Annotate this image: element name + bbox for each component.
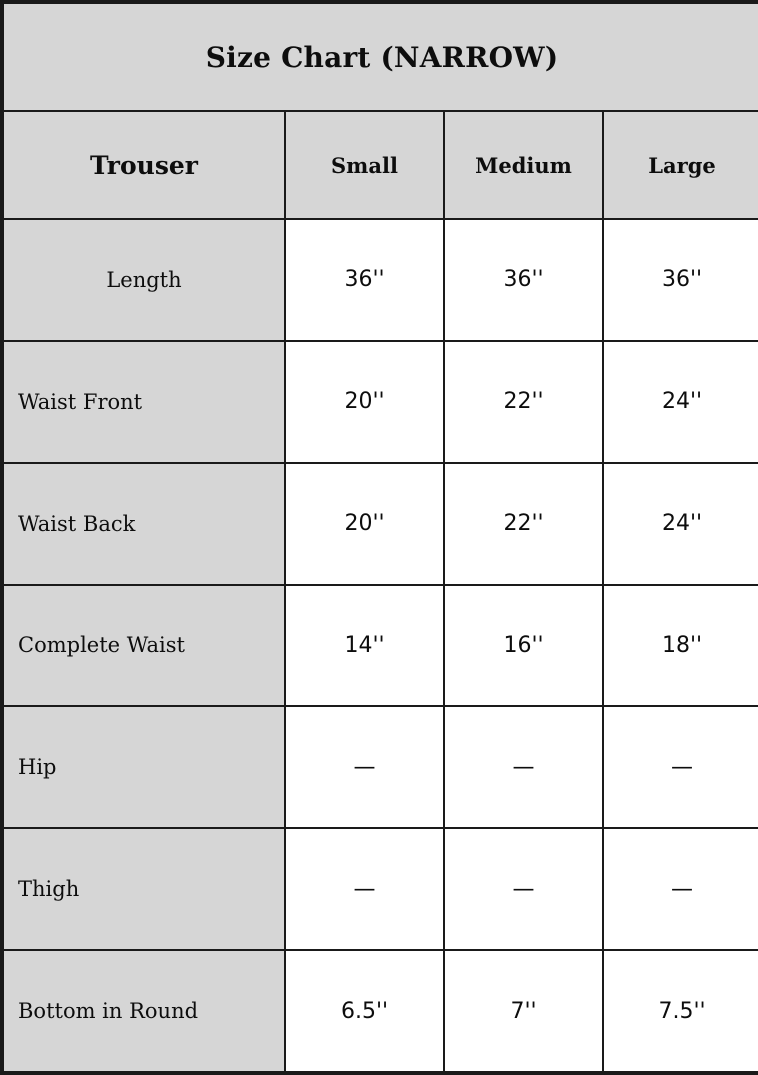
row-label-waist-back: Waist Back — [3, 463, 285, 585]
size-chart-table — [2, 2, 758, 1073]
column-header-small: Small — [285, 111, 444, 219]
row-label-bottom-in-round: Bottom in Round — [3, 950, 285, 1072]
table-row — [3, 463, 758, 585]
cell-waist-back-large: 24'' — [603, 463, 758, 585]
cell-waist-front-large: 24'' — [603, 341, 758, 463]
column-header-trouser: Trouser — [3, 111, 285, 219]
row-label-waist-front: Waist Front — [3, 341, 285, 463]
row-label-hip: Hip — [3, 706, 285, 828]
cell-complete-waist-small: 14'' — [285, 585, 444, 707]
cell-bottom-in-round-medium: 7'' — [444, 950, 603, 1072]
cell-waist-front-medium: 22'' — [444, 341, 603, 463]
table-row — [3, 706, 758, 828]
table-row — [3, 828, 758, 950]
cell-thigh-medium: — — [444, 828, 603, 950]
cell-hip-large: — — [603, 706, 758, 828]
table-row — [3, 585, 758, 707]
cell-waist-back-medium: 22'' — [444, 463, 603, 585]
cell-waist-front-small: 20'' — [285, 341, 444, 463]
cell-waist-back-small: 20'' — [285, 463, 444, 585]
table-row — [3, 219, 758, 341]
chart-title: Size Chart (NARROW) — [3, 3, 758, 111]
column-header-large: Large — [603, 111, 758, 219]
cell-bottom-in-round-small: 6.5'' — [285, 950, 444, 1072]
table-row — [3, 950, 758, 1072]
row-label-length: Length — [3, 219, 285, 341]
cell-thigh-small: — — [285, 828, 444, 950]
cell-thigh-large: — — [603, 828, 758, 950]
cell-length-small: 36'' — [285, 219, 444, 341]
cell-bottom-in-round-large: 7.5'' — [603, 950, 758, 1072]
table-row — [3, 341, 758, 463]
cell-complete-waist-large: 18'' — [603, 585, 758, 707]
title-row — [3, 3, 758, 111]
header-row — [3, 111, 758, 219]
cell-complete-waist-medium: 16'' — [444, 585, 603, 707]
cell-hip-small: — — [285, 706, 444, 828]
cell-hip-medium: — — [444, 706, 603, 828]
cell-length-medium: 36'' — [444, 219, 603, 341]
row-label-thigh: Thigh — [3, 828, 285, 950]
row-label-complete-waist: Complete Waist — [3, 585, 285, 707]
cell-length-large: 36'' — [603, 219, 758, 341]
column-header-medium: Medium — [444, 111, 603, 219]
